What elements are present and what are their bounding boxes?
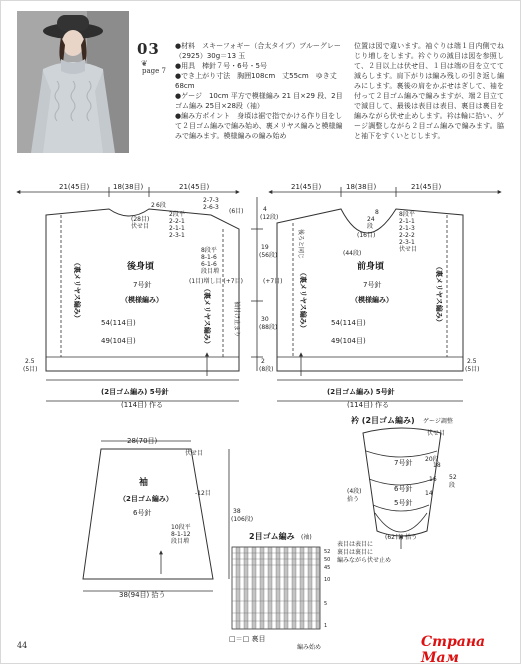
front-neck-left-2: (16目) — [357, 232, 376, 239]
watermark: Страна Мам — [421, 634, 486, 666]
spec-size: ●でき上がり寸法 胸囲108cm 丈55cm ゆき丈68cm — [175, 72, 337, 90]
sleeve-top: 28(70目) — [127, 437, 158, 445]
chart-row-45: 45 — [324, 565, 331, 571]
back-side-label-left: （裏メリヤス編み） — [73, 259, 81, 322]
spec-tools: ●用具 棒針７号・6号・5号 — [175, 62, 268, 70]
front-title: 前身頃 — [357, 262, 385, 272]
chart-side-note-1: 裏目は裏目に — [337, 549, 374, 556]
back-neck-row-2: 2-1-1 — [169, 225, 185, 232]
back-hem-side-1: (5目) — [23, 366, 38, 373]
sleeve-row-1: 8-1-12 — [171, 531, 191, 538]
collar-side-1: 段 — [449, 482, 456, 489]
front-needle: 7号針 — [363, 281, 382, 289]
back-neck-depth2: 6段 — [156, 202, 166, 209]
front-neck-depth-1: 段 — [367, 223, 374, 230]
chart-side-note-2: 編みながら伏せ止め — [337, 557, 392, 564]
chart-bottom-note: 編み始め — [297, 644, 322, 651]
back-neck-row-0: 2段平 — [169, 211, 185, 218]
front-neck-row-3: 2-2-2 — [399, 232, 415, 239]
sleeve-top-bind: 伏せ目 — [185, 450, 204, 457]
back-armhole-label: 袖付け止まり — [233, 301, 240, 338]
back-hem-width: 54(114目) — [101, 319, 136, 327]
collar-bottom: (62目) 拾う — [385, 534, 418, 541]
chart-legend: □＝□ 裏目 — [229, 635, 266, 643]
front-neck-row-1: 2-1-1 — [399, 218, 415, 225]
collar-sub-side-0: (4段) — [347, 488, 362, 495]
back-cast: (114目) 作る — [121, 401, 164, 409]
front-pattern: （模様編み） — [351, 296, 393, 304]
front-neck-row-5: 伏せ目 — [399, 246, 418, 253]
collar-side-0: 52 — [449, 474, 457, 481]
sleeve-right-2: (106段) — [231, 516, 254, 523]
back-armhole-1: 8-1-6 — [201, 254, 217, 261]
chart-row-50: 50 — [324, 557, 331, 563]
front-hem-width2: 49(104目) — [331, 337, 366, 345]
back-shoulder-slope: (6目) — [229, 208, 244, 215]
back-right-dim-2: 19 — [261, 244, 269, 251]
ornament-icon: ❦ — [141, 59, 148, 68]
pattern-number: 03 — [137, 40, 160, 58]
front-neck-depth-2: (44段) — [343, 250, 362, 257]
back-neck-row-r0: 2-7-3 — [203, 197, 219, 204]
instructions-continued: 位置は図で違います。袖ぐりは端１目内側でねじり増しをします。衿ぐりの減目は図を参照して、２目以上は伏せ目、１目は端の目を立てて減らします。肩下がりは編み残しの引き返し編みにします。裏後の肩をかぶせはぎして、袖を付って２目ゴム編みで編みますが、端２目立てで減目して、最後は表目は表目、裏目は裏目を編みながら伏せ止めします。衿は輪に拾い、ゲージ調整しながら２目ゴム編みで編みます。脇と袖下をすくいとじします。 — [354, 42, 504, 140]
back-shoulder-bind2: 伏せ目 — [131, 223, 150, 230]
front-neck-row-2: 2-1-3 — [399, 225, 415, 232]
front-hem-side-1: (5目) — [465, 366, 480, 373]
back-neck-depth: 2 — [151, 202, 155, 209]
back-right-dim-1: (12段) — [260, 214, 279, 221]
front-increase: (+7目) — [263, 278, 283, 285]
back-armhole-2: 6-1-6 — [201, 261, 217, 268]
front-hem-side-0: 2.5 — [467, 358, 477, 365]
collar-row-0: 20段 — [425, 456, 439, 463]
collar-row-2: 16 — [429, 476, 437, 483]
sleeve-title: 袖 — [139, 478, 149, 488]
back-neck-row-3: 2-3-1 — [169, 232, 185, 239]
front-rib: (2目ゴム編み) 5号針 — [327, 388, 395, 396]
sleeve-bottom: 38(94目) 拾う — [119, 591, 166, 599]
sleeve-right-0: -12目 — [195, 490, 211, 497]
sleeve-right-1: 38 — [233, 508, 241, 515]
back-right-dim-7: (8段) — [259, 366, 274, 373]
sleeve-row-2: 段目増 — [171, 538, 190, 545]
front-cast: (114目) 作る — [347, 401, 390, 409]
back-hem-side-0: 2.5 — [25, 358, 35, 365]
chart-title-suffix: (袖) — [301, 534, 312, 541]
back-top-dim-right: 21(45目) — [179, 183, 210, 191]
back-pattern: （模様編み） — [121, 296, 163, 304]
back-shoulder-bind: (28目) — [131, 216, 150, 223]
back-hem-width2: 49(104目) — [101, 337, 136, 345]
chart-title: 2目ゴム編み — [249, 532, 295, 541]
front-neck-left-0: 8 — [375, 209, 379, 216]
collar-title: 衿 (2目ゴム編み) — [351, 416, 415, 425]
collar-row-3: 14 — [425, 490, 433, 497]
front-side-label-left: （裏メリヤス編み） — [299, 269, 307, 332]
back-increase: (1目)増し目 (+7目) — [189, 278, 243, 285]
back-right-dim-5: (88段) — [259, 324, 278, 331]
front-hem-width: 54(114目) — [331, 319, 366, 327]
sleeve-row-0: 10段平 — [171, 524, 191, 531]
chart-row-5: 5 — [324, 601, 328, 607]
back-neck-row-1: 2-2-1 — [169, 218, 185, 225]
chart-row-1: 1 — [324, 623, 328, 629]
back-neck-row-r1: 2-6-3 — [203, 204, 219, 211]
sleeve-needle: 6号針 — [133, 509, 152, 517]
collar-sub-side-1: 拾う — [347, 496, 360, 503]
back-top-dim-left: 21(45目) — [59, 183, 90, 191]
chart-row-52: 52 — [324, 549, 331, 555]
sleeve-pattern: （2目ゴム編み） — [119, 495, 173, 503]
back-right-dim-6: 2 — [261, 358, 265, 365]
chart-side-note-0: 表目は表目に — [337, 541, 374, 548]
page-reference: page 7 — [142, 67, 166, 75]
front-top-dim-mid: 18(38目) — [346, 183, 377, 191]
back-armhole-3: 段目増 — [201, 268, 220, 275]
back-rib: (2目ゴム編み) 5号針 — [101, 388, 169, 396]
collar-needle-7: 7号針 — [394, 459, 413, 467]
back-right-dim-4: 30 — [261, 316, 269, 323]
back-armhole-0: 8段平 — [201, 247, 217, 254]
back-title: 後身頃 — [127, 262, 155, 272]
collar-needle-6: 6号針 — [394, 485, 413, 493]
front-top-dim-left: 21(45目) — [291, 183, 322, 191]
collar-needle-5: 5号針 — [394, 499, 413, 507]
back-side-label-right: （裏メリヤス編み） — [203, 285, 211, 348]
back-right-dim-3: (56段) — [259, 252, 278, 259]
spec-point: ●編み方ポイント 身頃は裾で指でかける作り目をして２目ゴム編みで編み始め、裏メリヤス編みと模様編みで編みます。模様編みの編み始め — [175, 112, 343, 140]
back-needle: 7号針 — [133, 281, 152, 289]
collar-top-bind: 伏せ目 — [427, 430, 446, 437]
front-neck-row-4: 2-3-1 — [399, 239, 415, 246]
front-neck-row-0: 8段平 — [399, 211, 415, 218]
front-side-label-right: （裏メリヤス編み） — [435, 263, 443, 326]
spec-gauge: ●ゲージ 10cm 平方で模様編み 21 目×29 段、2目ゴム編み 25目×28段（袖） — [175, 92, 343, 110]
collar-row-1: 18 — [433, 462, 441, 469]
knitting-diagrams — [1, 1, 521, 665]
back-right-dim-0: 4 — [263, 206, 267, 213]
collar-note: ゲージ調整 — [423, 418, 453, 425]
front-neck-depth-0: 24 — [367, 216, 375, 223]
front-top-dim-right: 21(45目) — [411, 183, 442, 191]
front-left-note: 後ろと同じ — [297, 229, 304, 260]
back-top-dim-mid: 18(38目) — [113, 183, 144, 191]
chart-row-10: 10 — [324, 577, 331, 583]
page-number: 44 — [17, 641, 28, 650]
spec-materials: ●材料 スキーフォギー（合太タイプ）ブルーグレー（2925）30g＝13 玉 — [175, 42, 341, 60]
